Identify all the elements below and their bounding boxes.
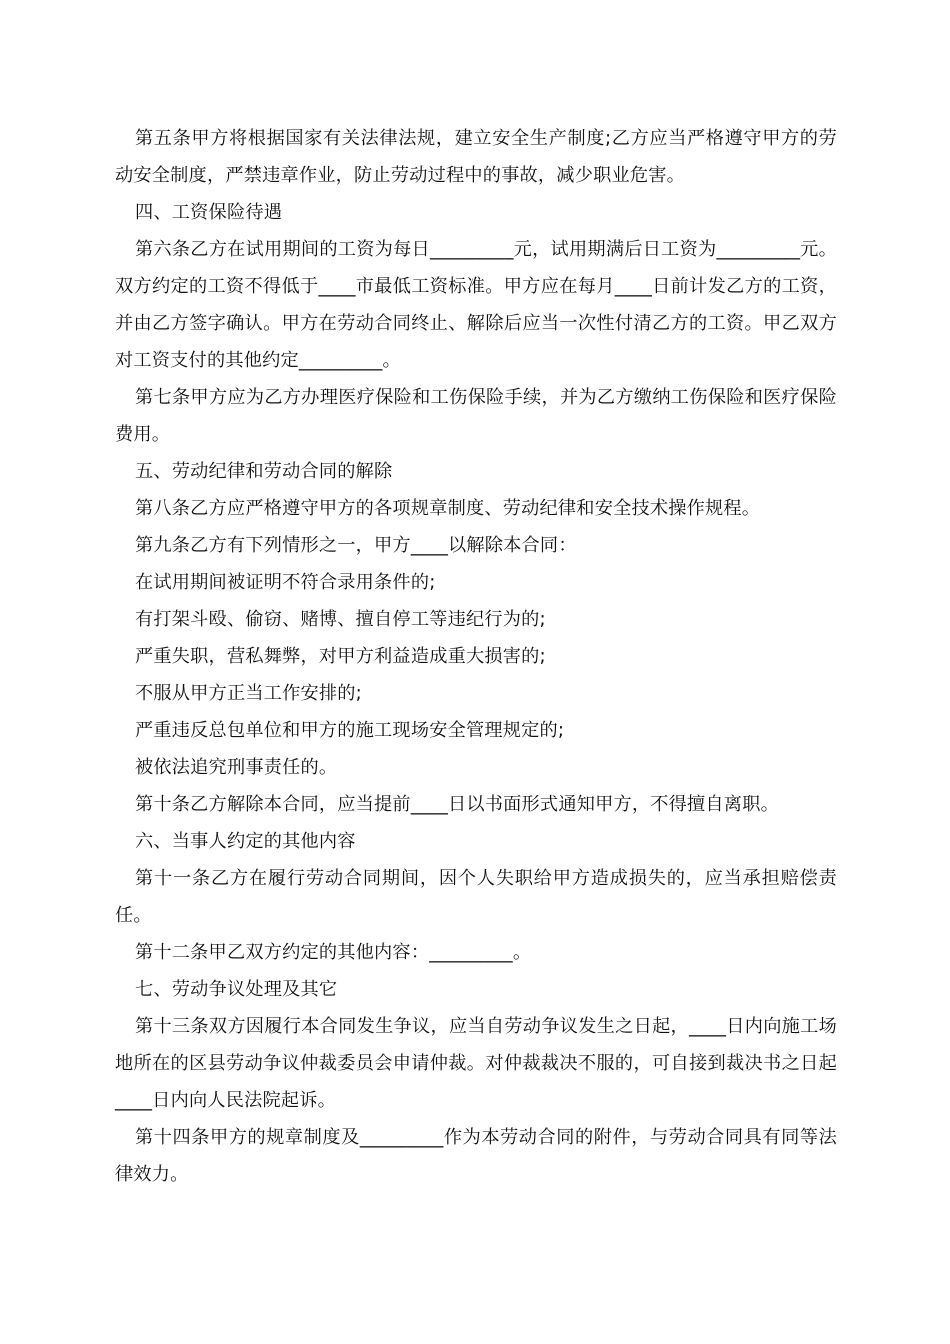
section-heading-discipline-termination: 五、劳动纪律和劳动合同的解除 (135, 461, 393, 482)
article-9: 第九条乙方有下列情形之一，甲方____以解除本合同： (135, 535, 577, 556)
article-9-item-5: 严重违反总包单位和甲方的施工现场安全管理规定的; (135, 720, 565, 741)
document-page (115, 120, 837, 1193)
article-6: 第六条乙方在试用期间的工资为每日_________元，试用期满后日工资为_________元。双方约定的工资不得低于____市最低工资标准。甲方应在每月____日前计发乙方的工资，并由乙方签字确认。甲方在劳动合同终止、解除后应当一次性付清乙方的工资。甲乙双方对工资支付的其他约定_________。 (115, 239, 837, 371)
article-12: 第十二条甲乙双方约定的其他内容：_________。 (135, 942, 532, 963)
section-heading-dispute-resolution: 七、劳动争议处理及其它 (135, 979, 338, 1000)
article-9-item-4: 不服从甲方正当工作安排的; (135, 683, 362, 704)
section-heading-other-agreements: 六、当事人约定的其他内容 (135, 831, 356, 852)
article-9-item-1: 在试用期间被证明不符合录用条件的; (135, 572, 436, 593)
article-9-item-3: 严重失职，营私舞弊，对甲方利益造成重大损害的; (135, 646, 546, 667)
article-11: 第十一条乙方在履行劳动合同期间，因个人失职给甲方造成损失的，应当承担赔偿责任。 (115, 868, 837, 926)
article-5: 第五条甲方将根据国家有关法律法规，建立安全生产制度;乙方应当严格遵守甲方的劳动安全制度，严禁违章作业，防止劳动过程中的事故，减少职业危害。 (115, 128, 837, 186)
article-13: 第十三条双方因履行本合同发生争议，应当自劳动争议发生之日起，____日内向施工场地所在的区县劳动争议仲裁委员会申请仲裁。对仲裁裁决不服的，可自接到裁决书之日起____日内向人民法院起诉。 (115, 1016, 837, 1111)
section-heading-wage-insurance: 四、工资保险待遇 (135, 202, 283, 223)
article-8: 第八条乙方应严格遵守甲方的各项规章制度、劳动纪律和安全技术操作规程。 (135, 498, 761, 519)
article-7: 第七条甲方应为乙方办理医疗保险和工伤保险手续，并为乙方缴纳工伤保险和医疗保险费用。 (115, 387, 837, 445)
article-10: 第十条乙方解除本合同，应当提前____日以书面形式通知甲方，不得擅自离职。 (135, 794, 779, 815)
article-9-item-6: 被依法追究刑事责任的。 (135, 757, 338, 778)
article-14: 第十四条甲方的规章制度及_________作为本劳动合同的附件，与劳动合同具有同等法律效力。 (115, 1127, 837, 1185)
article-9-item-2: 有打架斗殴、偷窃、赌博、擅自停工等违纪行为的; (135, 609, 546, 630)
